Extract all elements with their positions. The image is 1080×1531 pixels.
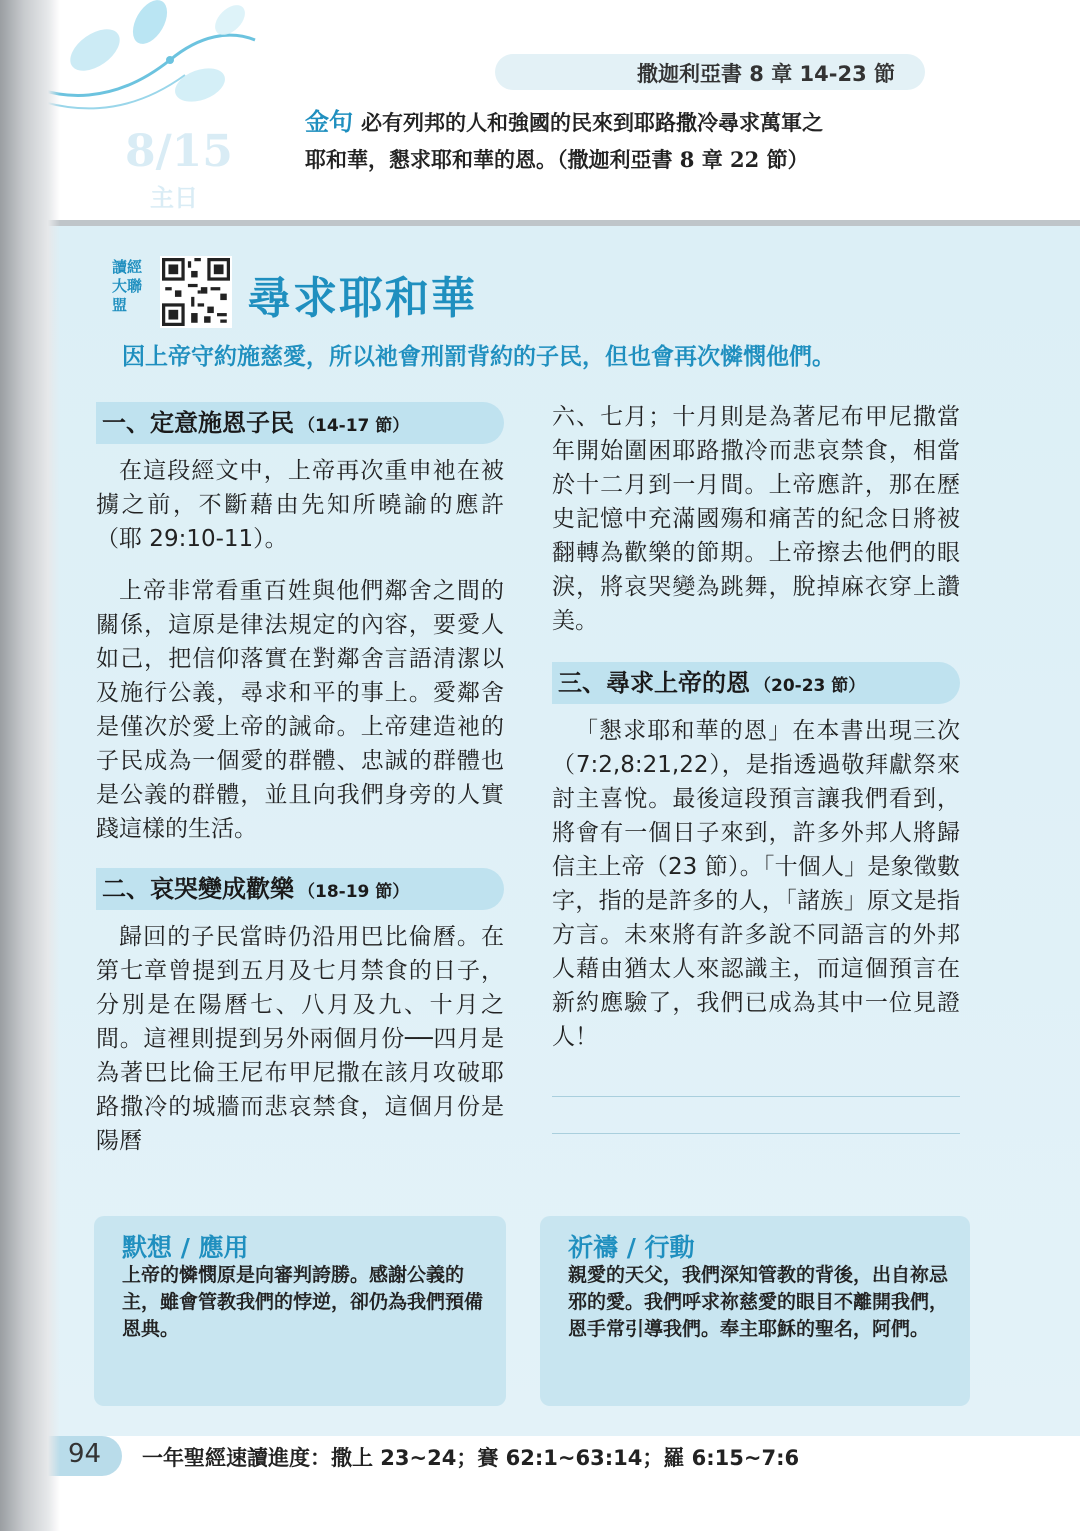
section-1-paragraph-2: 上帝非常看重百姓與他們鄰舍之間的關係，這原是律法規定的內容，要愛人如己，把信仰落實在對鄰舍言語清潔以及施行公義，尋求和平的事上。愛鄰舍是僅次於愛上帝的誡命。上帝建造祂的子民成為一個愛的群體、忠誠的群體也是公義的群體，並且向我們身旁的人實踐這樣的生活。 bbox=[96, 578, 504, 842]
section-2-title: 二、哀哭變成歡樂 bbox=[102, 875, 294, 903]
golden-verse-label: 金句 bbox=[305, 108, 353, 136]
golden-verse bbox=[305, 104, 985, 178]
date-text: 8/15 bbox=[125, 126, 233, 177]
left-column bbox=[96, 400, 504, 1176]
right-column bbox=[552, 400, 960, 1134]
section-heading-1 bbox=[96, 402, 504, 444]
section-3-paragraph-1: 「懇求耶和華的恩」在本書出現三次（7:2,8:21,22），是指透過敬拜獻祭來討主喜悅。最後這段預言讓我們看到，將會有一個日子來到，許多外邦人將歸信主上帝（23 節）。「十個人」是象徵數字，指的是許多的人，「諸族」原文是指方言。未來將有許多說不同語言的外邦人藉由猶太人來認識主，而這個預言在新約應驗了，我們已成為其中一位見證人！ bbox=[552, 718, 960, 1050]
prayer-heading: 祈禱 / 行動 bbox=[568, 1233, 695, 1262]
section-heading-2 bbox=[96, 868, 504, 910]
section-3-verses: （20-23 節） bbox=[754, 676, 866, 696]
page-subtitle: 因上帝守約施慈愛，所以祂會刑罰背約的子民，但也會再次憐憫他們。 bbox=[122, 344, 835, 370]
notes-line bbox=[552, 1096, 960, 1097]
golden-verse-line2: 耶和華，懇求耶和華的恩。（撒迦利亞書 8 章 22 節） bbox=[305, 147, 809, 172]
meditation-heading: 默想 / 應用 bbox=[122, 1233, 249, 1262]
scripture-ref-bar bbox=[495, 54, 925, 90]
section-3-title: 三、尋求上帝的恩 bbox=[558, 669, 750, 697]
section-heading-3 bbox=[552, 662, 960, 704]
section-1-paragraph-1: 在這段經文中，上帝再次重申祂在被擄之前，不斷藉由先知所曉諭的應許（耶 29:10-11）。 bbox=[96, 458, 504, 552]
golden-verse-line1: 必有列邦的人和強國的民來到耶路撒冷尋求萬軍之 bbox=[361, 110, 823, 135]
weekday-text: 主日 bbox=[150, 183, 198, 212]
qr-label-text: 讀經大聯盟 bbox=[112, 258, 143, 314]
prayer-text: 親愛的天父，我們深知管教的背後，出自祢忌邪的愛。我們呼求祢慈愛的眼目不離開我們，恩手常引導我們。奉主耶穌的聖名，阿們。 bbox=[568, 1264, 949, 1340]
date-watermark bbox=[95, 120, 255, 220]
meditation-box bbox=[94, 1216, 506, 1406]
section-1-verses: （14-17 節） bbox=[298, 416, 410, 436]
section-1-title: 一、定意施恩子民 bbox=[102, 409, 294, 437]
page-header bbox=[0, 0, 1080, 222]
page-number-tab bbox=[0, 1436, 122, 1476]
page-bottom-margin bbox=[0, 1476, 1080, 1531]
reading-plan: 一年聖經速讀進度：撒上 23~24；賽 62:1~63:14；羅 6:15~7:6 bbox=[142, 1446, 800, 1470]
section-2-paragraph-1: 歸回的子民當時仍沿用巴比倫曆。在第七章曾提到五月及七月禁食的日子，分別是在陽曆七、八月及九、十月之間。這裡則提到另外兩個月份──四月是為著巴比倫王尼布甲尼撒在該月攻破耶路撒冷的城牆而悲哀禁食，這個月份是陽曆 bbox=[96, 924, 504, 1154]
qr-code-icon[interactable] bbox=[160, 256, 232, 328]
prayer-box bbox=[540, 1216, 970, 1406]
page-title: 尋求耶和華 bbox=[247, 273, 477, 324]
notes-line bbox=[552, 1133, 960, 1134]
qr-label bbox=[112, 258, 160, 322]
scripture-ref: 撒迦利亞書 8 章 14-23 節 bbox=[636, 62, 895, 86]
page-number: 94 bbox=[68, 1439, 102, 1469]
page-footer bbox=[0, 1436, 1080, 1476]
section-2-continuation: 六、七月；十月則是為著尼布甲尼撒當年開始圍困耶路撒冷而悲哀禁食，相當於十二月到一月間。上帝應許，那在歷史記憶中充滿國殤和痛苦的紀念日將被翻轉為歡樂的節期。上帝擦去他們的眼淚，將哀哭變為跳舞，脫掉麻衣穿上讚美。 bbox=[552, 404, 960, 634]
meditation-text: 上帝的憐憫原是向審判誇勝。感謝公義的主，雖會管教我們的悖逆，卻仍為我們預備恩典。 bbox=[122, 1264, 484, 1340]
section-2-verses: （18-19 節） bbox=[298, 882, 410, 902]
